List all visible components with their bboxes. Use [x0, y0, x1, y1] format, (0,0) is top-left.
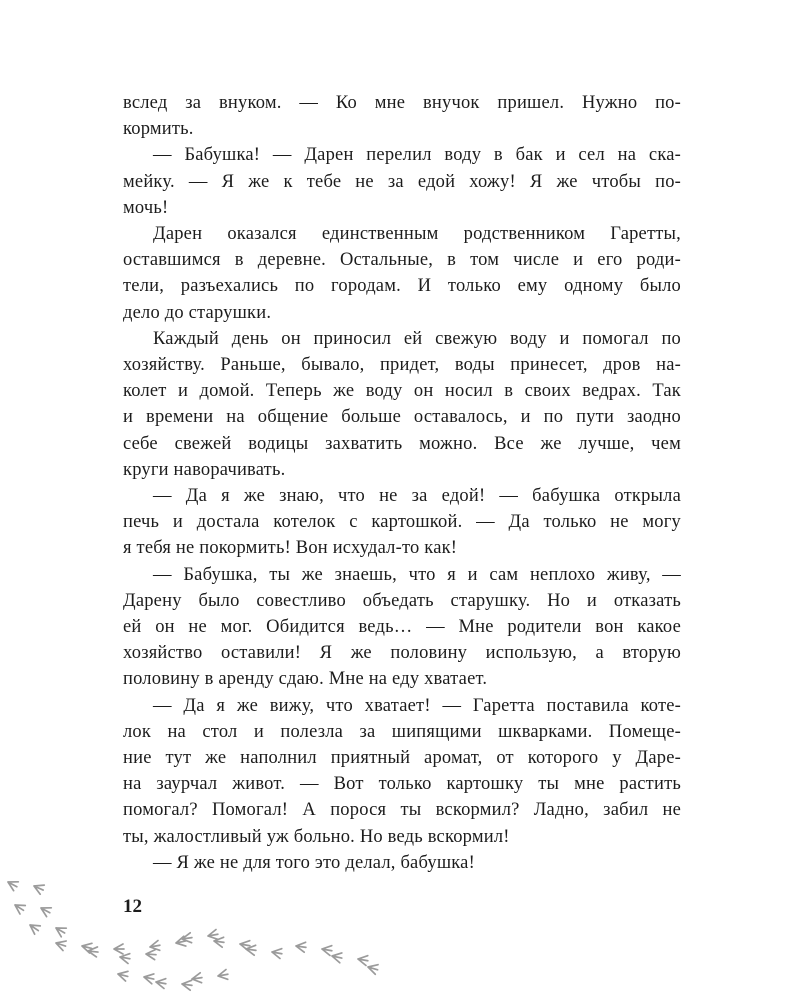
- text-line: дело до старушки.: [123, 302, 272, 323]
- text-line: хозяйство оставили! Я же половину использую, а вторую: [123, 643, 681, 664]
- text-line: Дарену было совестливо объедать старушку. Но и отказать: [123, 590, 681, 611]
- text-line: ние тут же наполнил приятный аромат, от которого у Даре-: [123, 748, 681, 769]
- text-line: печь и достала котелок с картошкой. — Да только не могу: [123, 512, 681, 533]
- text-line: — Бабушка! — Дарен перелил воду в бак и сел на ска-: [153, 145, 681, 166]
- text-line: лок на стол и полезла за шипящими шкварками. Помеще-: [123, 721, 681, 742]
- text-line: колет и домой. Теперь же воду он носил в своих ведрах. Так: [123, 381, 681, 402]
- text-line: ты, жалостливый уж больно. Но ведь вскормил!: [123, 826, 510, 847]
- text-line: — Да я же вижу, что хватает! — Гаретта поставила коте-: [153, 695, 681, 716]
- text-line: — Да я же знаю, что не за едой! — бабушка открыла: [153, 486, 681, 507]
- text-line: и времени на общение больше оставалось, и по пути заодно: [123, 407, 681, 428]
- text-line: — Я же не для того это делал, бабушка!: [153, 852, 475, 873]
- text-line: хозяйству. Раньше, бывало, придет, воды принесет, дров на-: [123, 355, 681, 376]
- text-line: оставшимся в деревне. Остальные, в том числе и его роди-: [123, 250, 681, 271]
- text-line: на заурчал живот. — Вот только картошку ты мне растить: [123, 774, 681, 795]
- text-line: помогал? Помогал! А порося ты вскормил? Ладно, забил не: [123, 800, 681, 821]
- text-line: Дарен оказался единственным родственником Гаретты,: [153, 224, 681, 245]
- text-line: тели, разъехались по городам. И только ему одному было: [123, 276, 681, 297]
- text-line: кормить.: [123, 119, 194, 140]
- page-number: 12: [123, 896, 142, 917]
- text-line: половину в аренду сдаю. Мне на еду хватает.: [123, 669, 488, 690]
- text-line: мейку. — Я же к тебе не за едой хожу! Я же чтобы по-: [123, 171, 681, 192]
- text-line: мочь!: [123, 197, 169, 218]
- bird-tracks-decoration: [0, 868, 400, 1000]
- text-line: вслед за внуком. — Ко мне внучок пришел. Нужно по-: [123, 93, 681, 113]
- text-line: себе свежей водицы захватить можно. Все же лучше, чем: [123, 433, 681, 454]
- text-line: ей он не мог. Обидится ведь… — Мне родители вон какое: [123, 617, 681, 638]
- text-line: Каждый день он приносил ей свежую воду и помогал по: [153, 328, 681, 349]
- text-line: круги наворачивать.: [123, 459, 286, 480]
- page-text: [123, 90, 681, 876]
- text-line: — Бабушка, ты же знаешь, что я и сам неплохо живу, —: [153, 564, 681, 585]
- text-line: я тебя не покормить! Вон исхудал-то как!: [123, 538, 458, 559]
